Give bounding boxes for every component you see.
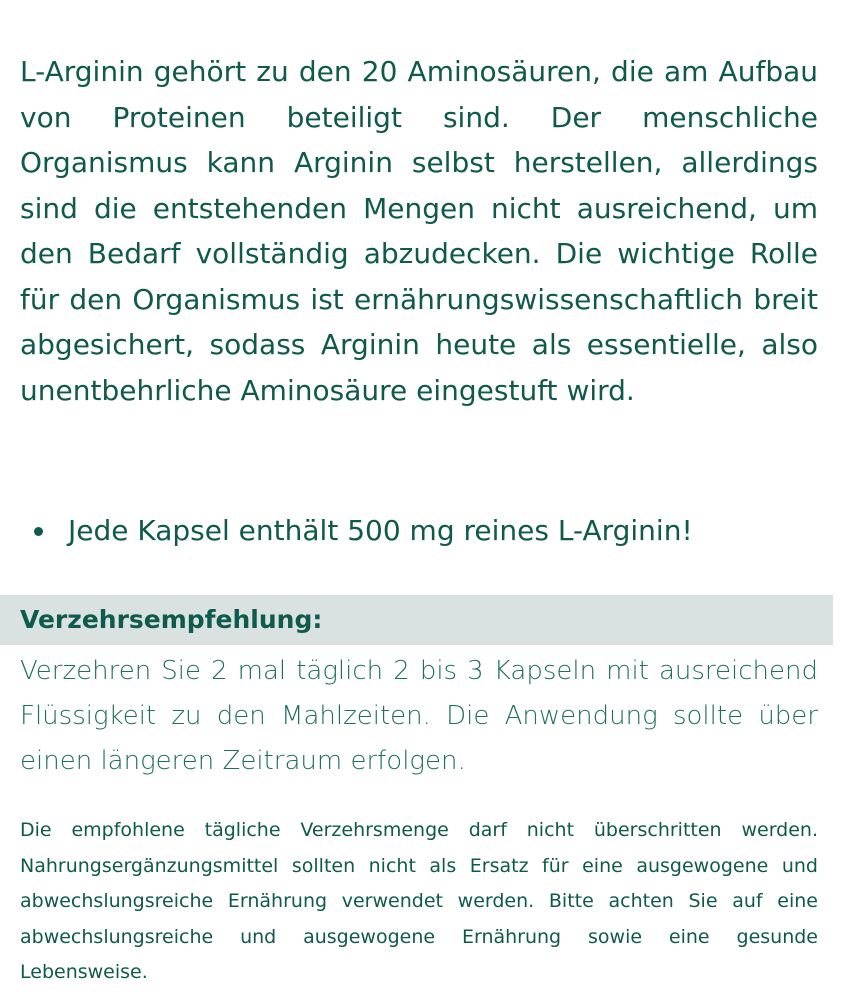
- list-item: [20, 508, 820, 554]
- intro-paragraph: L-Arginin gehört zu den 20 Aminosäuren, die am Aufbau von Proteinen beteiligt sind. Der menschliche Organismus kann Arginin selbst herstellen, allerdings sind die entstehenden Mengen nicht ausreichend, um den Bedarf vollständig abzudecken. Die wichtige Rolle für den Organismus ist ernährungswissenschaftlich breit abgesichert, sodass Arginin heute als essentielle, also unentbehrliche Aminosäure eingestuft wird.: [20, 55, 818, 407]
- feature-list: [20, 508, 820, 554]
- list-item-text: Jede Kapsel enthält 500 mg reines L-Arginin!: [68, 514, 693, 547]
- recommendation-title: Verzehrsempfehlung:: [20, 605, 323, 634]
- recommendation-header: [0, 595, 833, 645]
- recommendation-text: Verzehren Sie 2 mal täglich 2 bis 3 Kapseln mit ausreichend Flüssigkeit zu den Mahlzeiten. Die Anwendung sollte über einen längeren Zeitraum erfolgen.: [20, 656, 818, 776]
- disclaimer-text: Die empfohlene tägliche Verzehrsmenge darf nicht überschritten werden. Nahrungsergänzungsmittel sollten nicht als Ersatz für eine ausgewogene und abwechslungsreiche Ernährung verwendet werden. Bitte achten Sie auf eine abwechslungsreiche und ausgewogene Ernährung sowie eine gesunde Lebensweise.: [20, 819, 818, 983]
- bullet-icon: [34, 527, 43, 536]
